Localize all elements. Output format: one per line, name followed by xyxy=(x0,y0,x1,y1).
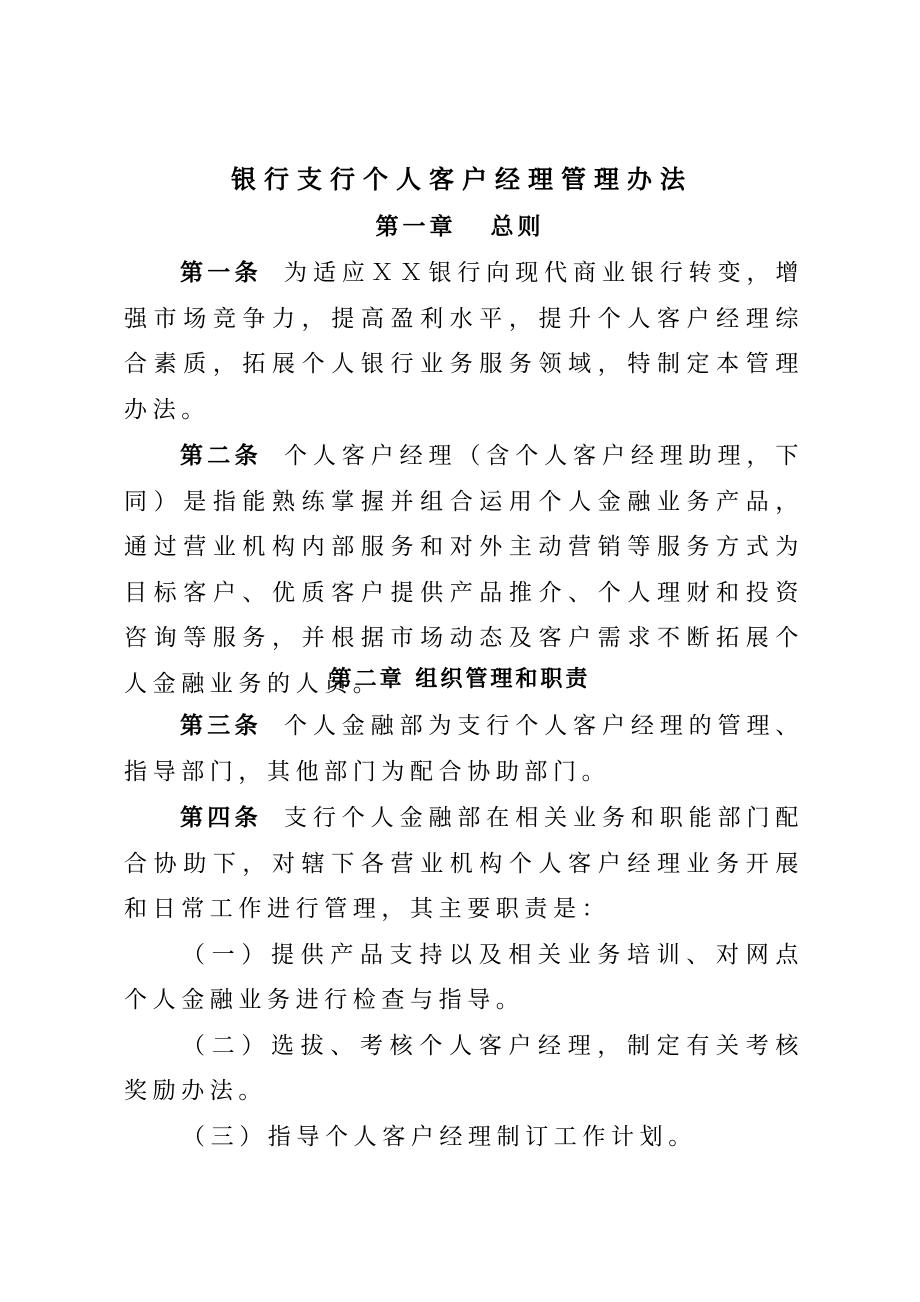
chapter-2-body xyxy=(124,703,804,1160)
chapter-2-heading: 第二章 组织管理和职责 xyxy=(329,666,591,692)
article-3-label: 第三条 xyxy=(180,712,262,739)
document-title: 银行支行个人客户经理管理办法 xyxy=(230,165,693,194)
article-3-text: 个人金融部为支行个人客户经理的管理、指导部门，其他部门为配合协助部门。 xyxy=(124,713,804,785)
duty-item-1: （一）提供产品支持以及相关业务培训、对网点个人金融业务进行检查与指导。 xyxy=(124,941,804,1013)
article-4-text: 支行个人金融部在相关业务和职能部门配合协助下，对辖下各营业机构个人客户经理业务开展和日常工作进行管理，其主要职责是： xyxy=(124,805,804,922)
article-4-label: 第四条 xyxy=(180,804,262,831)
article-1 xyxy=(124,250,804,433)
chapter-1-label: 第一章 xyxy=(375,213,457,240)
article-3 xyxy=(124,703,804,795)
chapter-1-name: 总则 xyxy=(490,213,545,240)
chapter-1-heading xyxy=(0,209,920,245)
duty-item-2: （二）选拔、考核个人客户经理，制定有关考核奖励办法。 xyxy=(124,1032,804,1104)
duty-item-3: （三）指导个人客户经理制订工作计划。 xyxy=(182,1123,697,1150)
article-1-text: 为适应ＸＸ银行向现代商业银行转变，增强市场竞争力，提高盈利水平，提升个人客户经理综合素质，拓展个人银行业务服务领域，特制定本管理办法。 xyxy=(124,260,804,423)
chapter-1-body xyxy=(124,250,804,707)
article-2-label: 第二条 xyxy=(180,442,262,469)
article-1-label: 第一条 xyxy=(180,259,262,286)
article-2-text: 个人客户经理（含个人客户经理助理，下同）是指能熟练掌握并组合运用个人金融业务产品，通过营业机构内部服务和对外主动营销等服务方式为目标客户、优质客户提供产品推介、个人理财和投资咨询等服务，并根据市场动态及客户需求不断拓展个人金融业务的人员。 xyxy=(124,443,804,697)
article-4 xyxy=(124,795,804,933)
